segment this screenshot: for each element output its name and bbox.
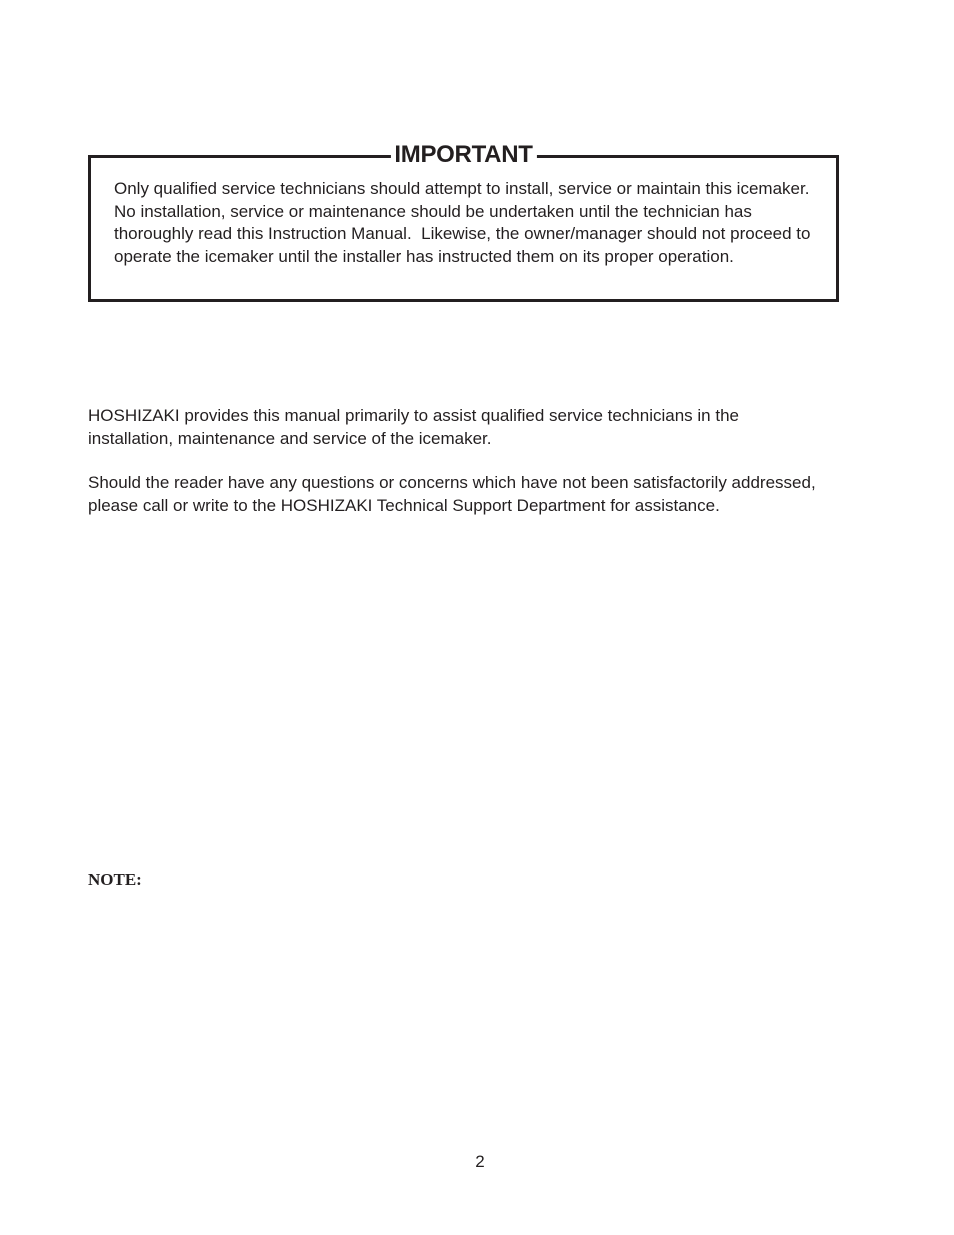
note-label: NOTE: <box>88 870 142 889</box>
support-paragraph: Should the reader have any questions or concerns which have not been satisfactorily addressed, please call or write to the HOSHIZAKI Technical Support Department for assistance. <box>88 473 816 515</box>
page-number: 2 <box>475 1152 485 1171</box>
intro-paragraph: HOSHIZAKI provides this manual primarily to assist qualified service technicians in the installation, maintenance and service of the icemaker. <box>88 406 739 448</box>
important-notice-text: Only qualified service technicians should attempt to install, service or maintain this icemaker. No installation, service or maintenance should be undertaken until the technician has thoroughly read this Instruction Manual. Likewise, the owner/manager should not proceed to operate the icemaker until the installer has instructed them on its proper operation. <box>114 179 815 266</box>
important-notice-title: IMPORTANT <box>390 141 536 169</box>
important-notice-box <box>88 141 839 302</box>
